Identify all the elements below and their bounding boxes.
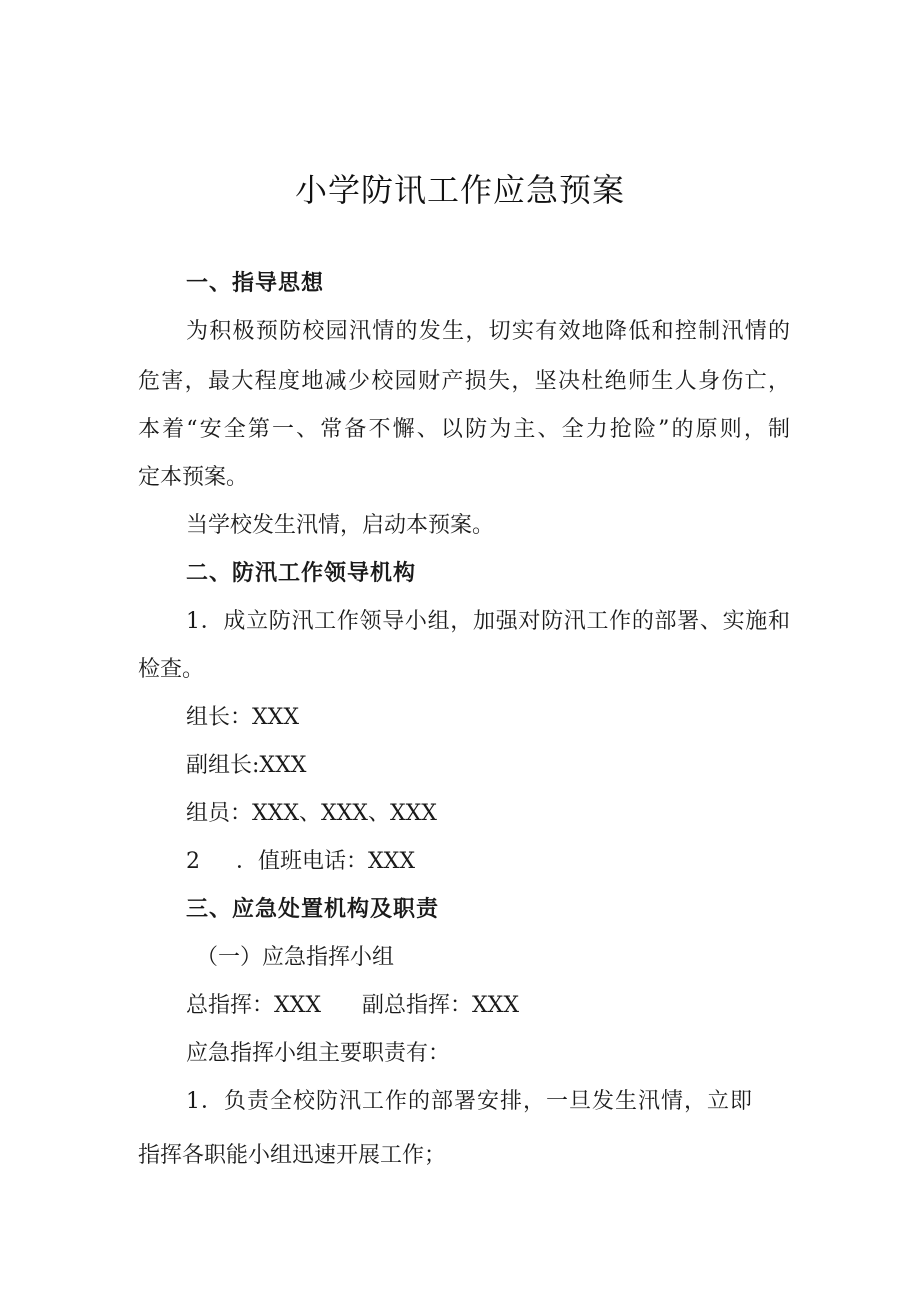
members-line: 组员：XXX、XXX、XXX [186, 801, 437, 826]
paragraph-line: 1．负责全校防汛工作的部署安排，一旦发生汛情，立即 [186, 1089, 752, 1114]
duty-phone-line: ．值班电话：XXX [236, 849, 415, 874]
paragraph-line: 危害，最大程度地减少校园财产损失，坚决杜绝师生人身伤亡， [138, 369, 790, 394]
subsection-heading: （一）应急指挥小组 [196, 945, 395, 970]
vice-commander-line: 副总指挥：XXX [362, 993, 519, 1018]
paragraph-line: 1．成立防汛工作领导小组，加强对防汛工作的部署、实施和 [186, 609, 790, 634]
item-number: 2 [186, 849, 200, 874]
paragraph-line: 本着“安全第一、常备不懈、以防为主、全力抢险”的原则，制 [138, 417, 790, 442]
commander-line: 总指挥：XXX [186, 993, 321, 1018]
paragraph-line: 指挥各职能小组迅速开展工作； [138, 1143, 447, 1168]
vice-leader-line: 副组长:XXX [186, 753, 307, 778]
document-title: 小学防讯工作应急预案 [294, 171, 625, 209]
section-heading-guiding-ideology: 一、指导思想 [186, 271, 325, 296]
paragraph-line: 为积极预防校园汛情的发生，切实有效地降低和控制汛情的 [186, 319, 790, 344]
leader-line: 组长：XXX [186, 705, 299, 730]
section-heading-emergency: 三、应急处置机构及职责 [186, 897, 440, 922]
section-heading-leadership: 二、防汛工作领导机构 [186, 561, 417, 586]
paragraph-line: 当学校发生汛情，启动本预案。 [186, 513, 495, 538]
paragraph-line: 检查。 [138, 657, 205, 682]
paragraph-line: 定本预案。 [138, 465, 249, 490]
paragraph-line: 应急指挥小组主要职责有： [186, 1041, 451, 1066]
